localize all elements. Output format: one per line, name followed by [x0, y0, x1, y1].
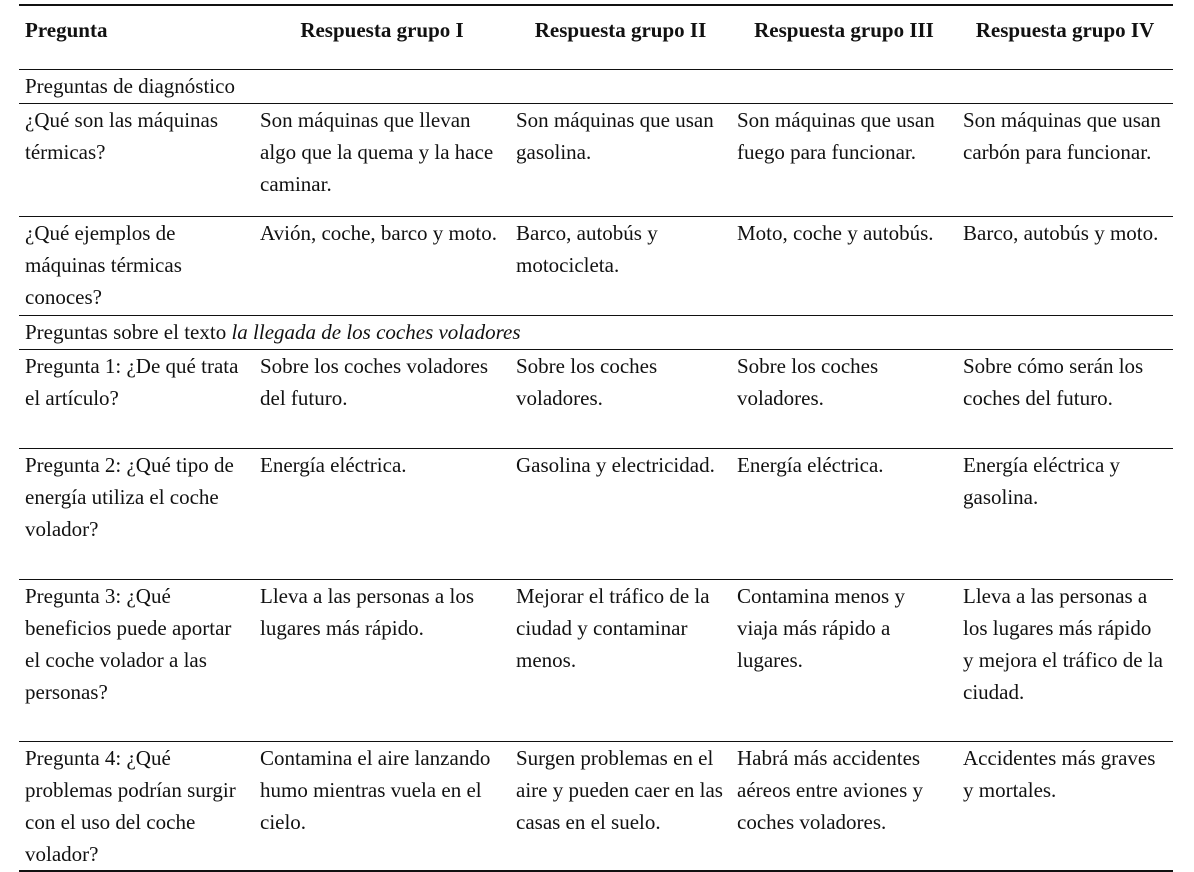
section-title: [19, 69, 1173, 103]
table-row: [19, 579, 1173, 741]
cell-grupo-1: Sobre los coches voladores del futuro.: [254, 349, 510, 448]
section-row-texto: [19, 315, 1173, 349]
responses-table: [19, 4, 1173, 872]
cell-pregunta: ¿Qué son las máquinas térmicas?: [19, 103, 254, 216]
cell-grupo-3: Son máquinas que usan fuego para funcionar.: [731, 103, 957, 216]
cell-grupo-4: Barco, autobús y moto.: [957, 216, 1173, 315]
cell-grupo-1: Contamina el aire lanzando humo mientras vuela en el cielo.: [254, 741, 510, 871]
cell-grupo-1: Avión, coche, barco y moto.: [254, 216, 510, 315]
table-row: [19, 741, 1173, 871]
cell-pregunta: Pregunta 4: ¿Qué problemas podrían surgir con el uso del coche volador?: [19, 741, 254, 871]
cell-grupo-3: Habrá más accidentes aéreos entre aviones y coches voladores.: [731, 741, 957, 871]
header-pregunta: Pregunta: [19, 5, 254, 69]
cell-grupo-3: Moto, coche y autobús.: [731, 216, 957, 315]
section-row-diagnostico: [19, 69, 1173, 103]
cell-grupo-4: Sobre cómo serán los coches del futuro.: [957, 349, 1173, 448]
cell-pregunta: Pregunta 1: ¿De qué trata el artículo?: [19, 349, 254, 448]
cell-grupo-2: Mejorar el tráfico de la ciudad y contaminar menos.: [510, 579, 731, 741]
cell-grupo-4: Lleva a las personas a los lugares más rápido y mejora el tráfico de la ciudad.: [957, 579, 1173, 741]
section-title: [19, 315, 1173, 349]
cell-grupo-3: Energía eléctrica.: [731, 448, 957, 579]
cell-grupo-4: Accidentes más graves y mortales.: [957, 741, 1173, 871]
cell-pregunta: Pregunta 2: ¿Qué tipo de energía utiliza el coche volador?: [19, 448, 254, 579]
cell-grupo-1: Lleva a las personas a los lugares más rápido.: [254, 579, 510, 741]
header-grupo-1: Respuesta grupo I: [254, 5, 510, 69]
cell-grupo-2: Gasolina y electricidad.: [510, 448, 731, 579]
header-row: [19, 5, 1173, 69]
cell-grupo-1: Son máquinas que llevan algo que la quema y la hace caminar.: [254, 103, 510, 216]
cell-grupo-4: Energía eléctrica y gasolina.: [957, 448, 1173, 579]
cell-grupo-2: Son máquinas que usan gasolina.: [510, 103, 731, 216]
section-title-text: Preguntas de diagnóstico: [25, 73, 235, 98]
table-row: [19, 216, 1173, 315]
cell-grupo-2: Surgen problemas en el aire y pueden caer en las casas en el suelo.: [510, 741, 731, 871]
section-title-text: Preguntas sobre el texto: [25, 319, 232, 344]
cell-grupo-2: Barco, autobús y motocicleta.: [510, 216, 731, 315]
cell-grupo-2: Sobre los coches voladores.: [510, 349, 731, 448]
table-row: [19, 349, 1173, 448]
cell-grupo-1: Energía eléctrica.: [254, 448, 510, 579]
cell-pregunta: Pregunta 3: ¿Qué beneficios puede aportar el coche volador a las personas?: [19, 579, 254, 741]
table-row: [19, 448, 1173, 579]
header-grupo-2: Respuesta grupo II: [510, 5, 731, 69]
cell-grupo-3: Contamina menos y viaja más rápido a lugares.: [731, 579, 957, 741]
section-title-italic: la llegada de los coches voladores: [231, 319, 521, 344]
cell-grupo-3: Sobre los coches voladores.: [731, 349, 957, 448]
cell-grupo-4: Son máquinas que usan carbón para funcionar.: [957, 103, 1173, 216]
cell-pregunta: ¿Qué ejemplos de máquinas térmicas conoces?: [19, 216, 254, 315]
header-grupo-4: Respuesta grupo IV: [957, 5, 1173, 69]
header-grupo-3: Respuesta grupo III: [731, 5, 957, 69]
table-row: [19, 103, 1173, 216]
